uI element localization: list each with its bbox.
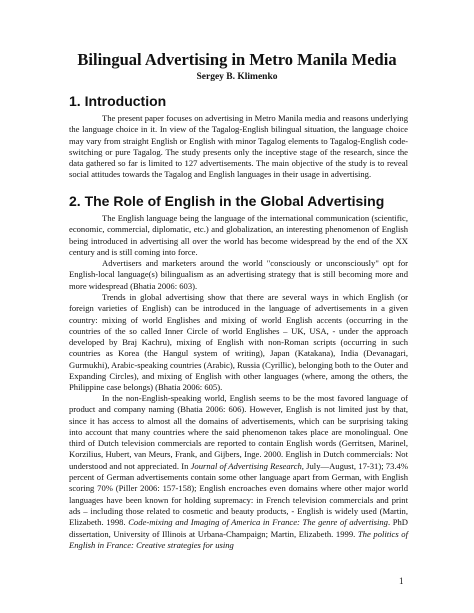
body-paragraph-2: Advertisers and marketers around the world "consciously or unconsciously" opt for English-local language(s) bilingualism as an advertising strategy that is still becoming more and more widespread (Bhatia 2006: 603).	[69, 258, 408, 291]
dissertation-title: Code-mixing and Imaging of America in France: The genre of advertising	[128, 517, 388, 528]
page-number: 1	[399, 576, 404, 586]
section-heading-introduction: 1. Introduction	[69, 93, 167, 109]
body-paragraph-4	[69, 393, 408, 551]
article-title: The politics of English in France: Creative strategies for using	[69, 528, 408, 550]
paper-author: Sergey B. Klimenko	[196, 72, 278, 82]
body-paragraph-1: The English language being the language of the international communication (scientific, economic, commercial, diplomatic, etc.) and globalization, an interesting phenomenon of English being introduced in advertising all over the world has become widespread by the end of the XX century and is still coming into force.	[69, 213, 408, 257]
body-paragraph-4-text-a: In the non-English-speaking world, English seems to be the most favored language of product and company naming (Bhatia 2006: 606). However, English is not limited just by that, since it has access to almost all the domains of advertisements, which can be surprising taking into account that many countries where the said phenomenon takes place are monolingual. One third of Dutch television commercials are reported to contain English words (Gerritsen, Marinel, Korzilius, Hubert, van Meurs, Frank, and Gijbers, Inge. 2000. English in Dutch commercials: Not understood and not appreciated. In	[69, 393, 408, 471]
body-paragraph-4-text-c: . PhD dissertation, University of Illinois at Urbana-Champaign; Martin, Elizabeth. 1999.	[69, 517, 408, 539]
paper-title: Bilingual Advertising in Metro Manila Media	[77, 50, 397, 69]
body-paragraph-4-text-b: , July—August, 17-31); 73.4% percent of German advertisements contain some other language apart from German, with English scoring 70% (Piller 2006: 157-158); English encroaches even domains where other major world languages have been known for holding supremacy: in French television commercials and print ads – including those related to cosmetic and beauty products, - English is widely used (Martin, Elizabeth. 1998.	[69, 460, 408, 528]
body-paragraph-3: Trends in global advertising show that there are several ways in which English (or foreign varieties of English) can be introduced in the language of advertisements in a given country: mixing of world Englishes and mixing of world English accents (occurring in the countries of the so called Inner Circle of world Englishes – UK, USA, - under the approach developed by Braj Kachru), mixing of English with non-Roman scripts (occurring in such countries as Korea (the Hangul system of writing), Japan (Katakana), India (Devanagari, Gurmukhi), Arabic-speaking countries (Arabic), Russia (Cyrillic), belonging both to the Outer and Expanding Circles), and mixing of English with other languages (where, among the others, the Philippine case belongs) (Bhatia 2006: 605).	[69, 292, 408, 393]
journal-title: Journal of Advertising Research	[190, 460, 302, 471]
section-heading-role-of-english: 2. The Role of English in the Global Advertising	[69, 193, 385, 209]
intro-paragraph: The present paper focuses on advertising in Metro Manila media and reasons underlying the language choice in it. In view of the Tagalog-English bilingual situation, the language choice may vary from straight English or English with minor Tagalog elements to Tagalog-English code-switching or pure Tagalog. The study presents only the inceptive stage of the research, since the data gathered so far is limited to 127 advertisements. The main objective of the study is to reveal social attitudes towards the Tagalog and English languages in their usage in advertising.	[69, 113, 408, 180]
